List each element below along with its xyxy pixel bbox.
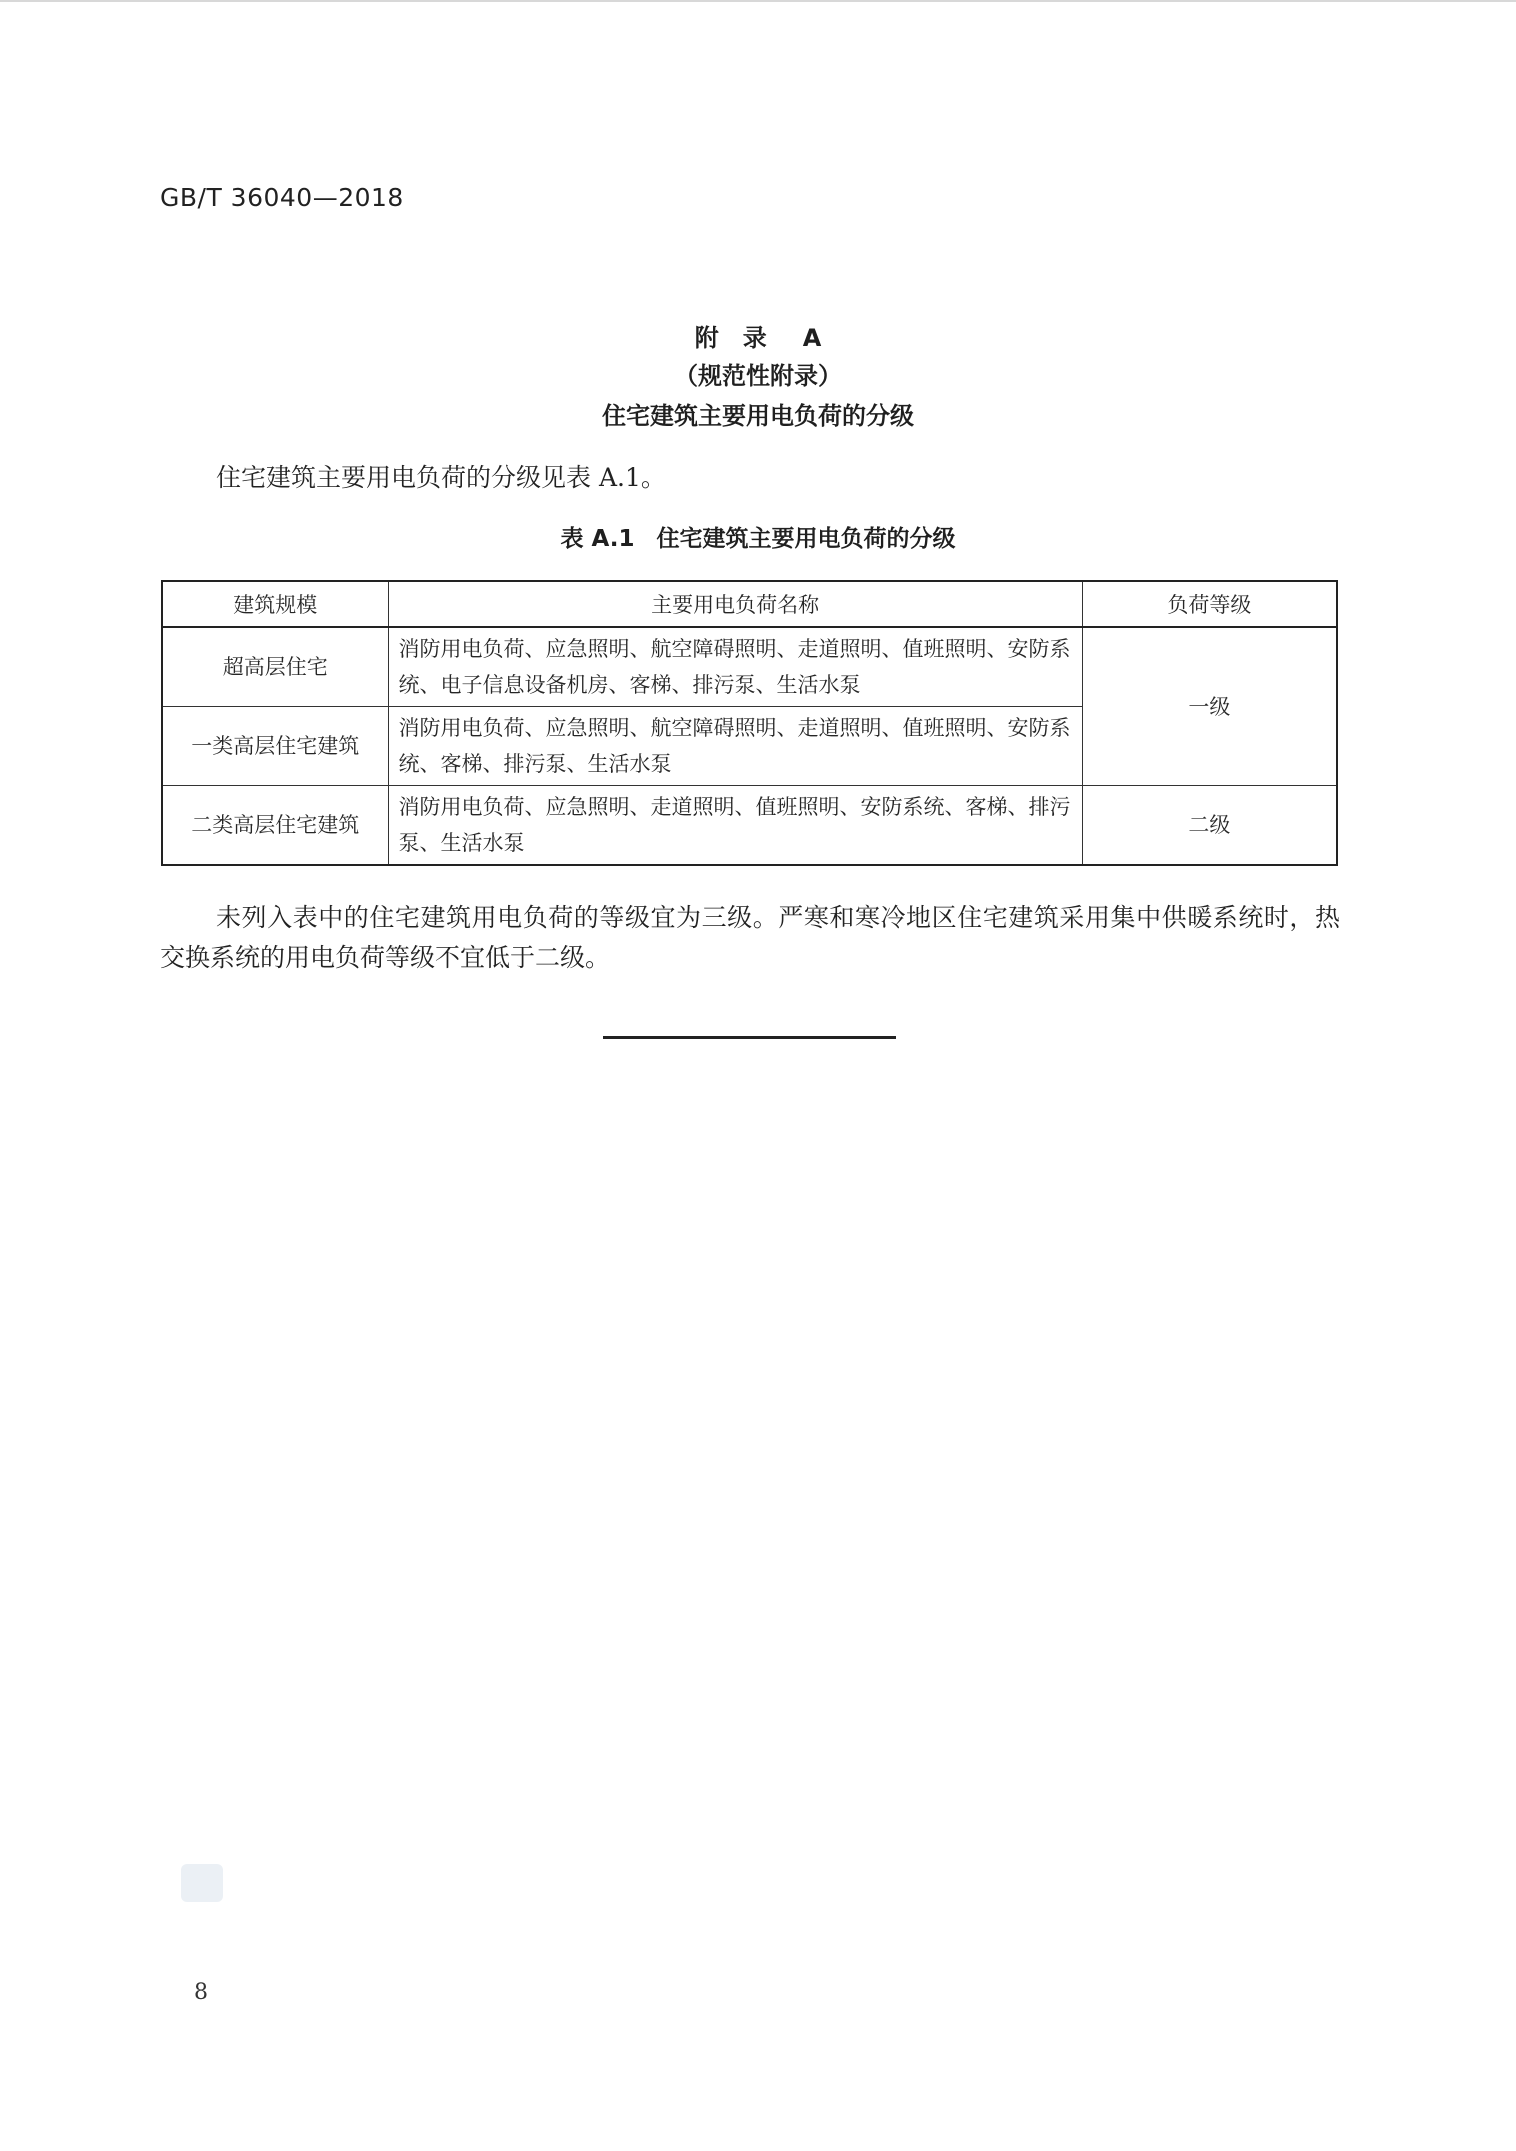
cell-building-scale: 超高层住宅 — [162, 627, 388, 707]
table-header-row — [162, 581, 1337, 627]
table-caption — [0, 520, 1516, 553]
page-number: 8 — [194, 1980, 208, 2005]
appendix-label-letter: A — [802, 324, 822, 352]
intro-paragraph: 住宅建筑主要用电负荷的分级见表 A.1。 — [216, 463, 666, 492]
header-load-grade: 负荷等级 — [1082, 581, 1337, 627]
appendix-title: 住宅建筑主要用电负荷的分级 — [602, 402, 914, 430]
table-caption-number: 表 A.1 — [560, 526, 635, 552]
cell-main-loads: 消防用电负荷、应急照明、航空障碍照明、走道照明、值班照明、安防系统、客梯、排污泵、生活水泵 — [388, 707, 1082, 786]
table-row — [162, 627, 1337, 707]
appendix-type: （规范性附录） — [674, 362, 842, 390]
end-rule — [603, 1036, 896, 1039]
header-building-scale: 建筑规模 — [162, 581, 388, 627]
note-paragraph: 未列入表中的住宅建筑用电负荷的等级宜为三级。严寒和寒冷地区住宅建筑采用集中供暖系统时，热交换系统的用电负荷等级不宜低于二级。 — [160, 903, 1340, 972]
appendix-label — [0, 318, 1516, 353]
table-row — [162, 786, 1337, 866]
cell-load-grade: 一级 — [1082, 627, 1337, 786]
cell-building-scale: 一类高层住宅建筑 — [162, 707, 388, 786]
watermark-logo — [181, 1864, 223, 1902]
appendix-label-word: 附 录 — [694, 324, 767, 352]
table-caption-title: 住宅建筑主要用电负荷的分级 — [656, 526, 956, 552]
cell-main-loads: 消防用电负荷、应急照明、航空障碍照明、走道照明、值班照明、安防系统、电子信息设备机房、客梯、排污泵、生活水泵 — [388, 627, 1082, 707]
cell-building-scale: 二类高层住宅建筑 — [162, 786, 388, 866]
standard-number: GB/T 36040—2018 — [160, 183, 404, 212]
page-top-edge — [0, 0, 1516, 2]
cell-main-loads: 消防用电负荷、应急照明、走道照明、值班照明、安防系统、客梯、排污泵、生活水泵 — [388, 786, 1082, 866]
cell-load-grade: 二级 — [1082, 786, 1337, 866]
load-classification-table — [161, 580, 1338, 866]
header-main-loads: 主要用电负荷名称 — [388, 581, 1082, 627]
